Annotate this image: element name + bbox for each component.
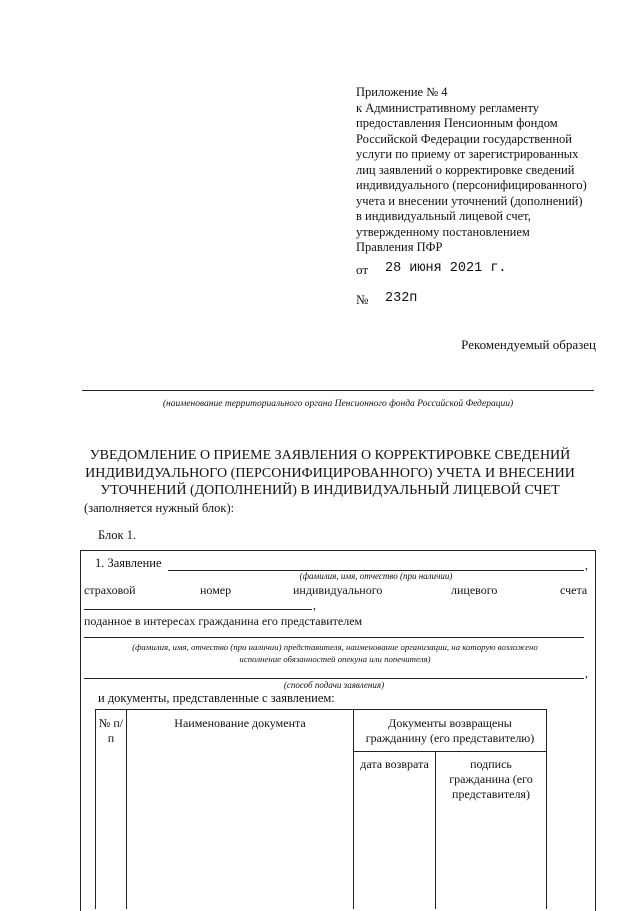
annex-line: индивидуального (персонифицированного) [356, 178, 587, 192]
account-word-1: страховой [84, 583, 136, 597]
name-caption: (фамилия, имя, отчество (при наличии) [299, 571, 453, 581]
representative-line [84, 637, 584, 638]
sample-label: Рекомендуемый образец [461, 337, 596, 352]
table-header-returned: Документы возвращены гражданину (его представителю) [365, 716, 535, 745]
table-header-document-name: Наименование документа [174, 716, 306, 730]
table-header-number: № п/п [98, 716, 124, 745]
statement-comma: , [585, 558, 588, 572]
method-comma: , [585, 666, 588, 680]
org-name-line [82, 390, 594, 391]
notice-title-line-2: ИНДИВИДУАЛЬНОГО (ПЕРСОНИФИЦИРОВАННОГО) УЧЕТА И ВНЕСЕНИИ [85, 465, 575, 481]
method-line [84, 678, 584, 679]
table-col-divider [126, 709, 127, 909]
table-header-return-date: дата возврата [360, 757, 429, 771]
table-top-border [95, 709, 547, 710]
account-word-4: лицевого [451, 583, 498, 597]
docs-text: и документы, представленные с заявлением: [98, 691, 335, 705]
account-word-5: счета [560, 583, 588, 597]
annex-line: лиц заявлений о корректировке сведений [356, 162, 575, 177]
representative-caption-2: исполнение обязанностей опекуна или попечителя) [239, 654, 431, 664]
table-right-border [546, 709, 547, 909]
block-label: Блок 1. [98, 528, 137, 542]
annex-number-value: 232п [385, 291, 418, 306]
table-header-signature: подпись гражданина (его представителя) [449, 757, 533, 801]
annex-line: учета и внесении уточнений (дополнений) [356, 193, 583, 208]
org-caption: (наименование территориального органа Пенсионного фонда Российской Федерации) [162, 399, 514, 409]
account-number-line [84, 609, 312, 610]
interests-text: поданное в интересах гражданина его представителем [84, 614, 363, 628]
annex-line: услуги по приему от зарегистрированных [356, 147, 579, 161]
annex-date-prefix: от [356, 262, 369, 277]
account-word-2: номер [200, 583, 232, 597]
account-word-3: индивидуального [293, 583, 383, 597]
fill-note: (заполняется нужный блок): [84, 501, 235, 515]
annex-line: предоставления Пенсионным фондом [356, 116, 558, 130]
annex-line: Правления ПФР [356, 240, 443, 254]
table-subcol-divider [435, 751, 436, 909]
annex-number-prefix: № [356, 292, 369, 307]
table-subheader-divider [353, 751, 547, 752]
notice-title-line-1: УВЕДОМЛЕНИЕ О ПРИЕМЕ ЗАЯВЛЕНИЯ О КОРРЕКТИРОВКЕ СВЕДЕНИЙ [89, 448, 571, 463]
annex-title: Приложение № 4 [356, 85, 448, 99]
method-caption: (способ подачи заявления) [283, 680, 385, 690]
notice-title-line-3: УТОЧНЕНИЙ (ДОПОЛНЕНИЙ) В ИНДИВИДУАЛЬНЫЙ ЛИЦЕВОЙ СЧЕТ [100, 483, 560, 498]
documents-table [95, 709, 547, 909]
annex-date-value: 28 июня 2021 г. [385, 261, 507, 276]
account-comma: , [313, 598, 316, 612]
annex-line: к Административному регламенту [356, 100, 540, 115]
annex-line: в индивидуальный лицевой счет, [356, 209, 531, 223]
annex-line: Российской Федерации государственной [356, 131, 572, 146]
statement-label: 1. Заявление [95, 556, 162, 570]
representative-caption-1: (фамилия, имя, отчество (при наличии) представителя, наименование организации, на которую возложено [132, 642, 538, 652]
annex-line: утвержденному постановлением [356, 224, 530, 239]
table-col-divider [353, 709, 354, 909]
